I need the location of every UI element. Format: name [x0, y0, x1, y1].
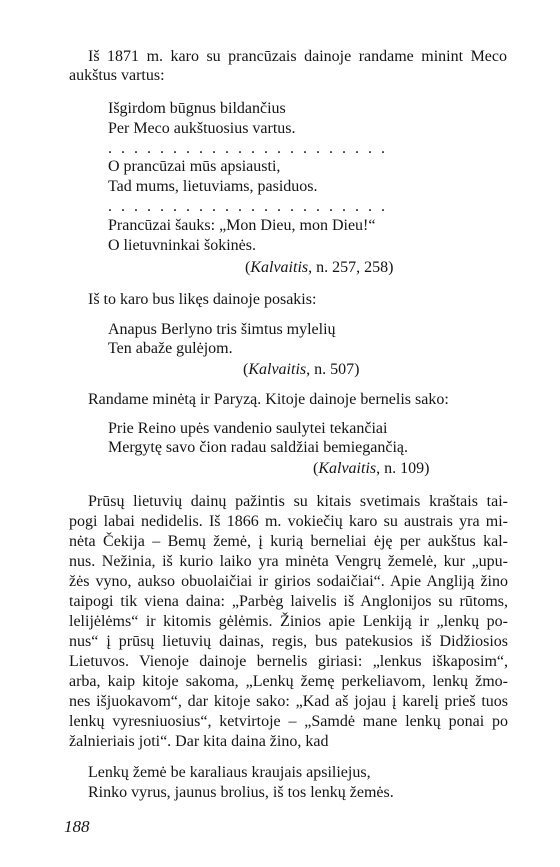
paragraph-line: nus. Nežinia, iš kurio laiko yra minėta Vengrų žemelė, kur „upu-	[69, 553, 508, 570]
paragraph-line: lenkų vyresniuosius“, ketvirtoje – „Samdė mane lenkų ponai po	[69, 713, 508, 730]
citation: (Kalvaitis, n. 109)	[313, 460, 430, 477]
paragraph-line: Lietuvos. Vienoje dainoje bernelis giriasi: „lenkus iškaposim“,	[69, 653, 508, 670]
verse-line: Mergytę savo čion radau saldžiai bemiegančią.	[108, 439, 409, 456]
paragraph-line: nus“ į prūsų lietuvių dainas, regis, bus patekusios iš Didžiosios	[69, 633, 508, 650]
paragraph-line: nėta Čekija – Bemų žemė, į kurią berneliai ėję per aukštus kal-	[69, 533, 508, 550]
paragraph-line: Prūsų lietuvių dainų pažintis su kitais svetimais kraštais tai-	[88, 493, 508, 510]
verse-line: Lenkų žemė be karaliaus kraujais apsiliejus,	[88, 764, 371, 781]
verse-line: O lietuvninkai šokinės.	[108, 237, 256, 254]
ellipsis-separator: . . . . . . . . . . . . . . . . . . . . . .	[108, 198, 388, 215]
paragraph-line: žės vyno, aukso obuolaičiai ir girios sodaičiai“. Apie Angliją žino	[69, 573, 508, 590]
verse-line: Išgirdom būgnus bildančius	[108, 100, 286, 117]
citation: (Kalvaitis, n. 507)	[243, 361, 360, 378]
paragraph-line: nes išjuokavom“, dar kitoje sako: „Kad aš jojau į karelį prieš tuos	[69, 693, 508, 710]
citation-reference: , n. 109)	[376, 460, 430, 477]
paragraph-line: taipogi tik viena daina: „Parbėg laivelis iš Anglonijos su rūtoms,	[69, 593, 508, 610]
citation: (Kalvaitis, n. 257, 258)	[245, 259, 394, 276]
citation-reference: , n. 257, 258)	[308, 259, 394, 276]
citation-source: Kalvaitis	[318, 460, 377, 477]
citation-source: Kalvaitis	[250, 259, 309, 276]
page-number: 188	[64, 817, 90, 836]
verse-line: Rinko vyrus, jaunus brolius, iš tos lenkų žemės.	[88, 784, 394, 801]
verse-line: O prancūzai mūs apsiausti,	[108, 158, 281, 175]
paragraph-line: Iš 1871 m. karo su prancūzais dainoje randame minint Meco	[88, 48, 507, 65]
verse-line: Tad mums, lietuviams, pasiduos.	[108, 178, 318, 195]
paragraph-line: lelijėlėms“ ir kitomis gėlėmis. Žinios apie Lenkiją ir „lenkų po-	[69, 613, 508, 630]
citation-reference: , n. 507)	[306, 361, 360, 378]
paragraph-line: arba, kaip kitoje sakoma, „Lenkų žemę perkeliavom, lenkų žmo-	[69, 673, 508, 690]
paragraph-line: pogi labai nedidelis. Iš 1866 m. vokiečių karo su austrais yra mi-	[69, 513, 508, 530]
verse-line: Prancūzai šauks: „Mon Dieu, mon Dieu!“	[108, 217, 376, 234]
paragraph-line: žalnieriais joti“. Dar kita daina žino, kad	[69, 733, 329, 750]
paragraph-line: Iš to karo bus likęs dainoje posakis:	[88, 291, 317, 308]
ellipsis-separator: . . . . . . . . . . . . . . . . . . . . . .	[108, 140, 388, 157]
verse-line: Per Meco aukštuosius vartus.	[108, 120, 296, 137]
paragraph-line: Randame minėtą ir Paryzą. Kitoje dainoje bernelis sako:	[88, 391, 449, 408]
verse-line: Ten abaže gulėjom.	[108, 340, 233, 357]
citation-source: Kalvaitis	[248, 361, 307, 378]
paragraph-line: aukštus vartus:	[69, 67, 165, 84]
verse-line: Anapus Berlyno tris šimtus mylelių	[108, 321, 336, 338]
verse-line: Prie Reino upės vandenio saulytei tekančiai	[108, 420, 388, 437]
